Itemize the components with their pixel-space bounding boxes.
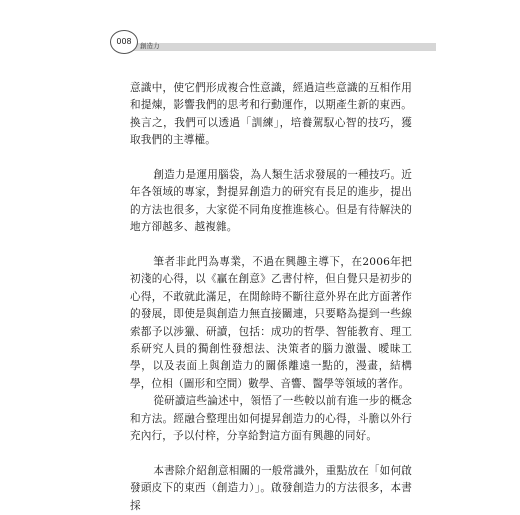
page-number: 008 [110, 30, 138, 54]
page-header [0, 28, 520, 58]
paragraph: 意識中，使它們形成複合性意識，經過這些意識的互相作用和提煉，影響我們的思考和行動運作，以期產生新的東西。換言之，我們可以透過「訓練」，培養駕馭心智的技巧，獲取我們的主導權。 [130, 82, 412, 147]
paragraph: 創造力是運用腦袋，為人類生活求發展的一種技巧。近年各領域的專家，對提昇創造力的研究有長足的進步，提出的方法也很多，大家從不同角度推進核心。但是有待解決的地方卻越多、越複雜。 [130, 169, 412, 234]
body-text [130, 80, 412, 515]
header-bar [118, 43, 436, 51]
paragraph: 本書除介紹創意相關的一般常識外，重點放在「如何啟發頭皮下的東西（創造力）」。啟發創造力的方法很多，本書採 [130, 464, 412, 512]
running-title: 創造力 [140, 42, 160, 50]
paragraph: 從研讀這些論述中，領悟了一些較以前有進一步的概念和方法。經融合整理出如何提昇創造力的心得，斗膽以外行充內行，予以付梓，分享給對這方面有興趣的同好。 [130, 395, 412, 443]
paragraph: 筆者非此門為專業，不過在興趣主導下，在2006年把初淺的心得，以《贏在創意》乙書付梓，但自覺只是初步的心得，不敢就此滿足，在閒餘時不斷往意外界在此方面著作的發展，即使是與創造力無直接關連，只要略為提到一些線索都予以涉獵、研讀，包括：成功的哲學、智能教育、理工系研究人員的獨創性發想法、決策者的腦力激盪、曖昧工學，以及表面上與創造力的關係離遠一點的，漫畫，結構學，位相（圖形和空間）數學、音響、醫學等領域的著作。 [130, 256, 412, 390]
